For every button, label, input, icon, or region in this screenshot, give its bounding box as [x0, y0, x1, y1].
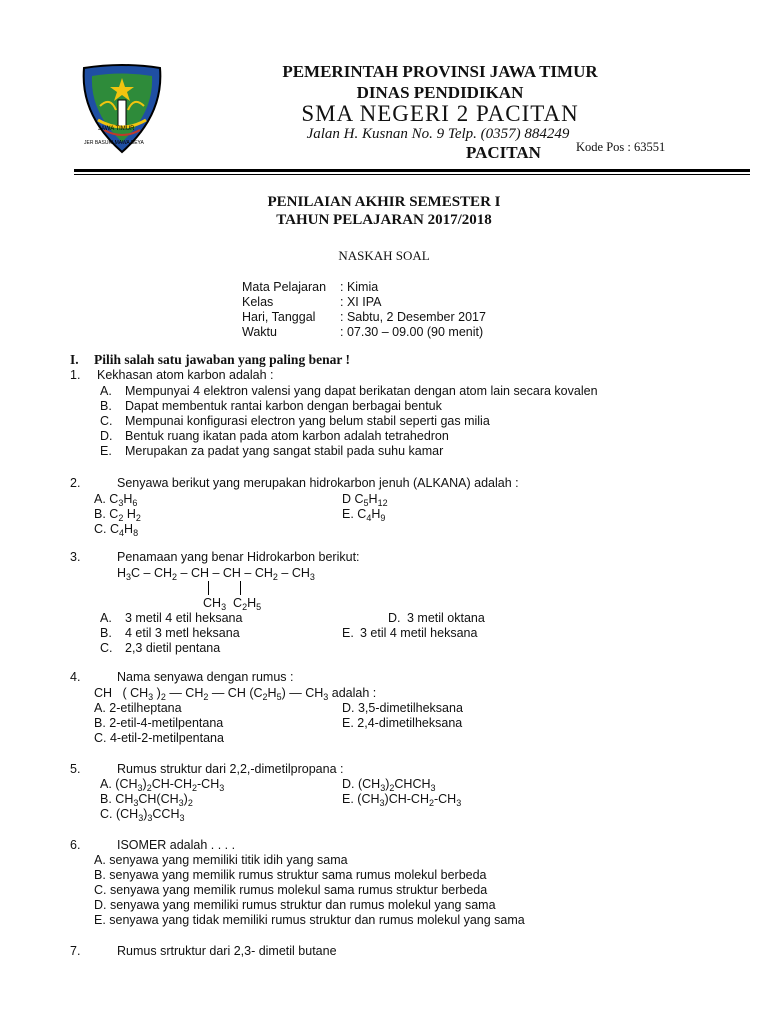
question-number: 7. [70, 944, 81, 958]
option-letter: B. [100, 626, 112, 640]
logo-text: JAWA TIMUR [98, 126, 135, 132]
question-number: 5. [70, 762, 81, 776]
option-a: A. $C_3H_6$ [94, 492, 138, 508]
option-text: Dapat membentuk rantai karbon dengan berbagai bentuk [125, 399, 442, 413]
bond-line [208, 581, 209, 595]
option-c: C. 4-etil-2-metilpentana [94, 731, 224, 745]
info-label: Mata Pelajaran [242, 280, 327, 294]
option-text: 3 etil 4 metil heksana [360, 626, 478, 640]
structural-formula: $H_3C - CH_2$ – CH – CH – $CH_2 - CH_3$ [117, 566, 315, 582]
header-rule-thin [74, 174, 750, 175]
question-number: 2. [70, 476, 81, 490]
option-text: E. senyawa yang tidak memiliki rumus struktur dan rumus molekul yang sama [94, 913, 525, 927]
option-text: 3 metil 4 etil heksana [125, 611, 243, 625]
condensed-formula: CH ( $CH_3$ )$_2$ — $CH_2$ — CH $(C_2H_5)$ — $CH_3$ adalah : [94, 686, 377, 702]
option-d: D. $(CH_3)_2CHCH_3$ [342, 777, 436, 793]
option-a: A. 2-etilheptana [94, 701, 182, 715]
exam-title-1: PENILAIAN AKHIR SEMESTER I [267, 194, 501, 210]
info-value: : Sabtu, 2 Desember 2017 [340, 310, 486, 324]
naskah-soal: NASKAH SOAL [338, 248, 430, 263]
question-text: Penamaan yang benar Hidrokarbon berikut: [117, 550, 360, 564]
option-text: Merupakan za padat yang sangat stabil pada suhu kamar [125, 444, 444, 458]
option-c: C. $(CH_3)_3CCH_3$ [100, 807, 185, 823]
option-letter: C. [100, 641, 113, 655]
section-instruction: Pilih salah satu jawaban yang paling benar ! [94, 352, 350, 367]
option-e: E. $(CH_3)CH-CH_2-CH_3$ [342, 792, 462, 808]
info-value: : XI IPA [340, 295, 382, 309]
bond-line [240, 581, 241, 595]
option-d: D $C_5H_{12}$ [342, 492, 388, 508]
info-value: : 07.30 – 09.00 (90 menit) [340, 325, 484, 339]
option-text: D. senyawa yang memiliki rumus struktur dan rumus molekul yang sama [94, 898, 496, 912]
option-letter: C. [100, 414, 113, 428]
option-text: 2,3 dietil pentana [125, 641, 221, 655]
postal-code: Kode Pos : 63551 [576, 140, 666, 154]
header-line2: DINAS PENDIDIKAN [356, 83, 524, 102]
option-c: C. $C_4H_8$ [94, 522, 139, 538]
school-name: SMA NEGERI 2 PACITAN [301, 101, 579, 126]
info-value: : Kimia [340, 280, 379, 294]
question-text: Senyawa berikut yang merupakan hidrokarbon jenuh (ALKANA) adalah : [117, 476, 519, 490]
question-text: ISOMER adalah . . . . [117, 838, 236, 852]
school-city: PACITAN [466, 143, 541, 162]
question-text: Rumus srtruktur dari 2,3- dimetil butane [117, 944, 337, 958]
question-text: Kekhasan atom karbon adalah : [97, 368, 274, 382]
option-letter: B. [100, 399, 112, 413]
option-b: B. 2-etil-4-metilpentana [94, 716, 224, 730]
option-text: Bentuk ruang ikatan pada atom karbon adalah tetrahedron [125, 429, 449, 443]
option-text: A. senyawa yang memiliki titik idih yang sama [94, 853, 348, 867]
option-letter: D. [388, 611, 401, 625]
option-text: Mempunyai 4 elektron valensi yang dapat berikatan dengan atom lain secara kovalen [125, 384, 598, 398]
option-e: E. $C_4H_9$ [342, 507, 386, 523]
option-text: 4 etil 3 metl heksana [125, 626, 240, 640]
option-e: E. 2,4-dimetilheksana [342, 716, 463, 730]
option-text: 3 metil oktana [407, 611, 485, 625]
question-text: Rumus struktur dari 2,2,-dimetilpropana : [117, 762, 344, 776]
logo-motto: JER BASUKI MAWA BEYA [84, 140, 144, 146]
option-letter: E. [100, 444, 112, 458]
option-d: D. 3,5-dimetilheksana [342, 701, 463, 715]
option-b: B. $CH_3CH(CH_3)_2$ [100, 792, 193, 808]
option-a: A. $(CH_3)_2CH-CH_2-CH_3$ [100, 777, 225, 793]
option-b: B. $C_2$ $H_2$ [94, 507, 141, 523]
info-label: Kelas [242, 295, 274, 309]
header-rule-thick [74, 169, 750, 172]
option-text: Mempunai konfigurasi electron yang belum stabil seperti gas milia [125, 414, 490, 428]
question-number: 3. [70, 550, 81, 564]
option-letter: A. [100, 611, 112, 625]
question-number: 6. [70, 838, 81, 852]
option-text: B. senyawa yang memilik rumus struktur sama rumus molekul berbeda [94, 868, 487, 882]
exam-title-2: TAHUN PELAJARAN 2017/2018 [276, 212, 492, 228]
option-letter: A. [100, 384, 112, 398]
section-number: I. [70, 352, 79, 367]
info-label: Waktu [242, 325, 277, 339]
question-number: 4. [70, 670, 81, 684]
school-address: Jalan H. Kusnan No. 9 Telp. (0357) 884249 [306, 126, 570, 142]
header-line1: PEMERINTAH PROVINSI JAWA TIMUR [282, 62, 598, 81]
question-text: Nama senyawa dengan rumus : [117, 670, 294, 684]
option-text: C. senyawa yang memilik rumus molekul sama rumus struktur berbeda [94, 883, 488, 897]
branch-groups: $CH_3$ $C_2H_5$ [203, 596, 262, 612]
option-letter: E. [342, 626, 354, 640]
school-logo [74, 60, 170, 156]
question-number: 1. [70, 368, 81, 382]
info-label: Hari, Tanggal [242, 310, 316, 324]
option-letter: D. [100, 429, 113, 443]
